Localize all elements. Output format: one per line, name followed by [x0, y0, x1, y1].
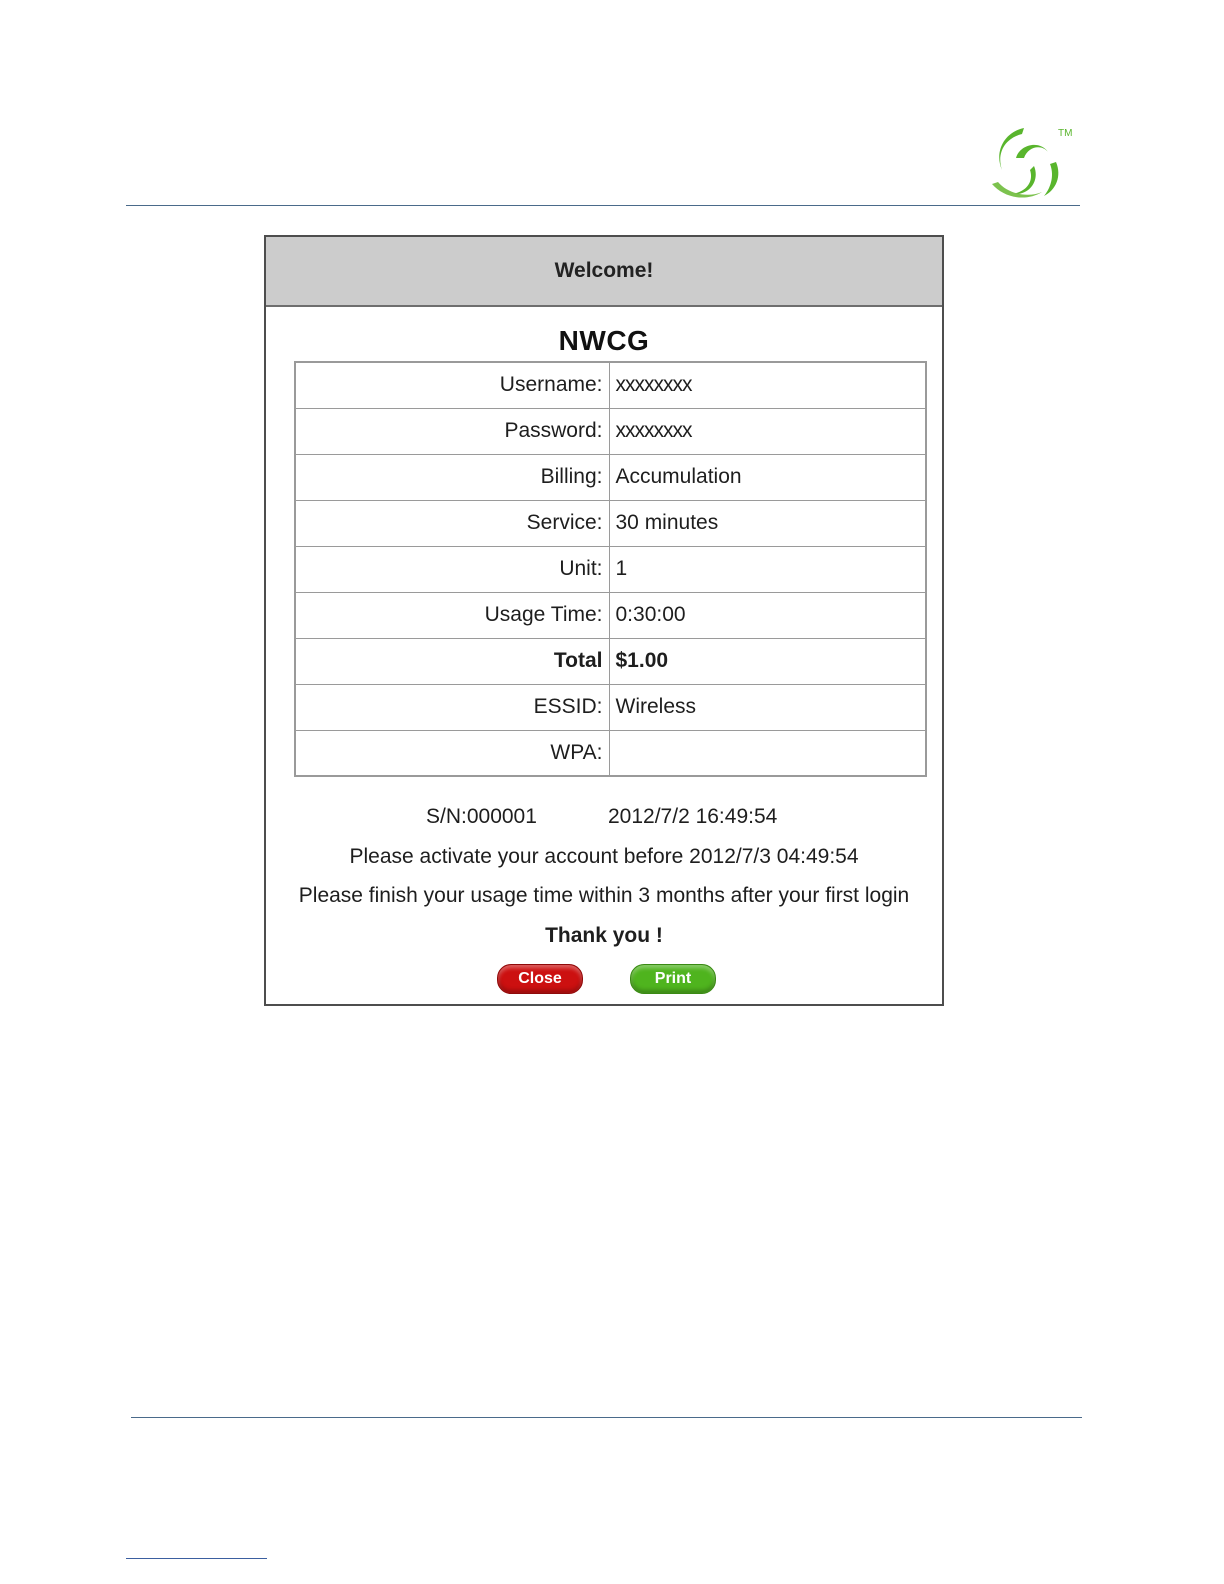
print-button[interactable]: Print	[630, 964, 716, 994]
usage-message: Please finish your usage time within 3 months after your first login	[298, 884, 910, 907]
row-label: Unit:	[295, 546, 609, 592]
row-label: Total	[295, 638, 609, 684]
username-value: xxxxxxxx	[609, 362, 926, 408]
row-label: WPA:	[295, 730, 609, 776]
serial-number: S/N:000001	[426, 805, 537, 828]
table-row	[295, 730, 926, 776]
thank-you-message: Thank you !	[545, 924, 663, 947]
table-row	[295, 684, 926, 730]
service-value: 30 minutes	[609, 500, 926, 546]
row-label: Username:	[295, 362, 609, 408]
table-row	[295, 500, 926, 546]
row-label: ESSID:	[295, 684, 609, 730]
site-title: NWCG	[558, 325, 650, 356]
password-value: xxxxxxxx	[609, 408, 926, 454]
table-row	[295, 546, 926, 592]
table-row	[295, 638, 926, 684]
account-info-table	[294, 361, 927, 777]
row-label: Usage Time:	[295, 592, 609, 638]
footer-divider	[131, 1417, 1082, 1418]
panel-header: Welcome!	[266, 237, 942, 307]
row-label: Service:	[295, 500, 609, 546]
activate-message: Please activate your account before 2012/7/3 04:49:54	[349, 845, 859, 868]
svg-text:TM: TM	[1058, 128, 1073, 139]
issue-timestamp: 2012/7/2 16:49:54	[608, 805, 778, 828]
header-divider	[126, 205, 1080, 206]
table-row	[295, 408, 926, 454]
billing-value: Accumulation	[609, 454, 926, 500]
usage-time-value: 0:30:00	[609, 592, 926, 638]
close-button[interactable]: Close	[497, 964, 583, 994]
brand-logo	[986, 122, 1076, 202]
row-label: Password:	[295, 408, 609, 454]
footnote-divider	[126, 1558, 267, 1559]
unit-value: 1	[609, 546, 926, 592]
welcome-panel	[264, 235, 944, 1006]
total-value: $1.00	[609, 638, 926, 684]
table-row	[295, 592, 926, 638]
essid-value: Wireless	[609, 684, 926, 730]
row-label: Billing:	[295, 454, 609, 500]
table-row	[295, 454, 926, 500]
wpa-value	[609, 730, 926, 776]
swirl-logo-icon	[986, 122, 1076, 202]
table-row	[295, 362, 926, 408]
